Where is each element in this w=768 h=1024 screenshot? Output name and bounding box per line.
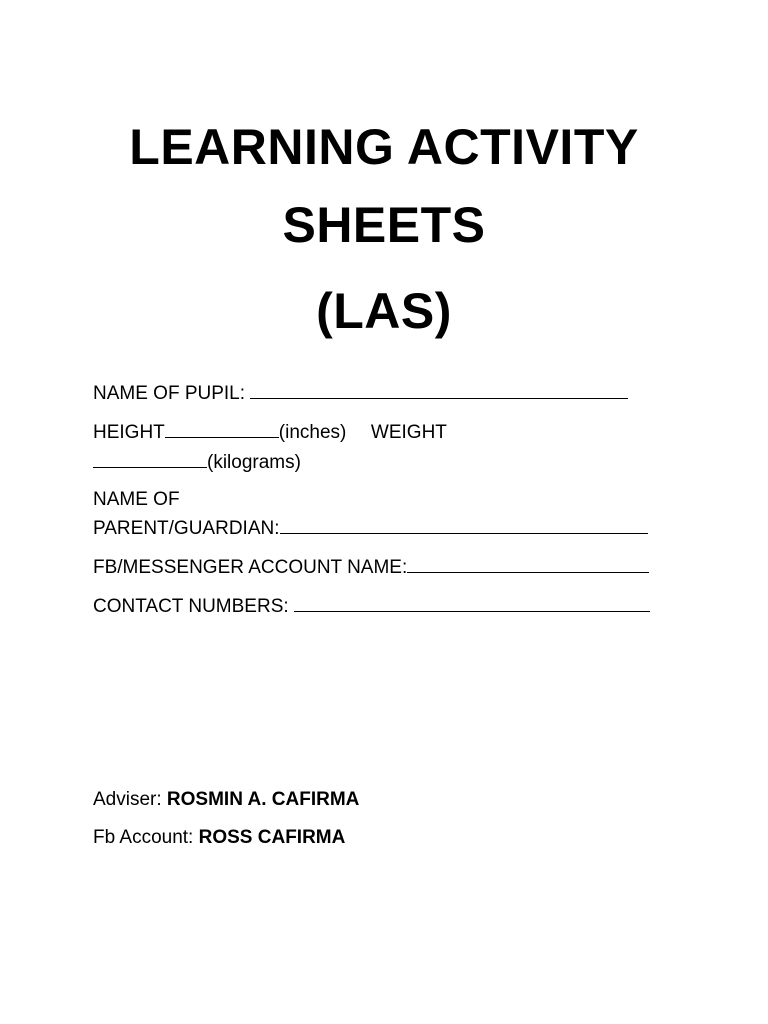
parent-guardian-label-line-1: NAME OF (93, 489, 180, 510)
title-line-2: SHEETS (282, 197, 486, 253)
height-blank[interactable] (165, 419, 279, 438)
adviser-name: ROSMIN A. CAFIRMA (166, 789, 360, 810)
document-title (0, 108, 768, 350)
weight-label: WEIGHT (370, 422, 447, 443)
weight-blank[interactable] (93, 449, 207, 468)
height-label: HEIGHT (93, 422, 165, 443)
fb-messenger-field (93, 553, 649, 583)
title-abbreviation: (LAS) (316, 283, 452, 339)
fb-account-name: ROSS CAFIRMA (198, 827, 346, 848)
contact-numbers-label: CONTACT NUMBERS: (93, 596, 289, 617)
contact-numbers-blank[interactable] (294, 593, 650, 612)
contact-numbers-field (93, 592, 650, 622)
fb-messenger-label: FB/MESSENGER ACCOUNT NAME: (93, 557, 408, 578)
fb-account-line (93, 823, 345, 853)
adviser-label: Adviser: (93, 789, 162, 810)
fb-messenger-blank[interactable] (407, 554, 649, 573)
weight-unit: (kilograms) (207, 452, 301, 473)
adviser-line (93, 785, 359, 815)
parent-guardian-blank[interactable] (280, 515, 648, 534)
weight-field (93, 448, 301, 478)
height-unit: (inches) (278, 422, 347, 443)
fb-account-label: Fb Account: (93, 827, 194, 848)
name-of-pupil-blank[interactable] (250, 380, 628, 399)
name-of-pupil-field (93, 379, 628, 409)
parent-guardian-field (93, 514, 648, 544)
parent-guardian-label: PARENT/GUARDIAN: (93, 518, 280, 539)
name-of-pupil-label: NAME OF PUPIL: (93, 383, 246, 404)
height-weight-field (93, 418, 447, 448)
title-line-1: LEARNING ACTIVITY (129, 119, 639, 175)
